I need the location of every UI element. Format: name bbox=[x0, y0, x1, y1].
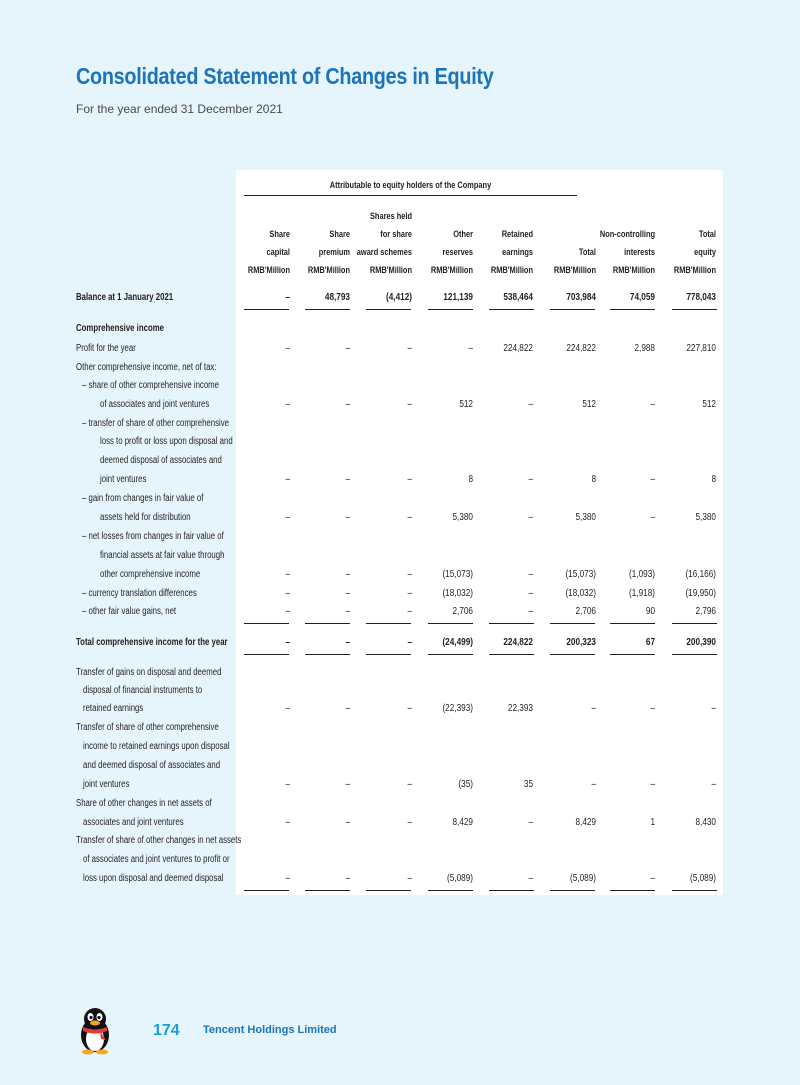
cell-value: – bbox=[528, 606, 533, 617]
row-label: Comprehensive income bbox=[76, 323, 164, 334]
cell-value: – bbox=[407, 779, 412, 790]
cell-value: – bbox=[345, 779, 350, 790]
total-rule bbox=[244, 623, 289, 624]
cell-value: – bbox=[345, 474, 350, 485]
column-header-line: equity bbox=[694, 247, 716, 258]
total-rule bbox=[305, 309, 350, 310]
column-header-line: Shares held bbox=[369, 211, 412, 222]
cell-value: (16,166) bbox=[685, 569, 716, 580]
cell-value: – bbox=[528, 817, 533, 828]
cell-value: 35 bbox=[523, 779, 533, 790]
cell-value: 512 bbox=[582, 399, 596, 410]
cell-value: 8 bbox=[468, 474, 473, 485]
row-label: retained earnings bbox=[83, 703, 144, 714]
cell-value: – bbox=[345, 817, 350, 828]
column-header-line: RMB'Million bbox=[673, 265, 716, 276]
row-label: – gain from changes in fair value of bbox=[82, 493, 204, 504]
cell-value: – bbox=[528, 588, 533, 599]
cell-value: – bbox=[285, 343, 290, 354]
total-rule bbox=[610, 890, 655, 891]
row-label: of associates and joint ventures bbox=[100, 399, 210, 410]
cell-value: 5,380 bbox=[695, 512, 716, 523]
row-label: Total comprehensive income for the year bbox=[76, 637, 228, 648]
cell-value: – bbox=[285, 474, 290, 485]
cell-value: – bbox=[345, 873, 350, 884]
cell-value: – bbox=[407, 588, 412, 599]
column-header-line: Share bbox=[329, 229, 350, 240]
cell-value: 48,793 bbox=[324, 292, 350, 303]
total-rule bbox=[244, 309, 289, 310]
cell-value: 22,393 bbox=[507, 703, 533, 714]
row-label: joint ventures bbox=[83, 779, 130, 790]
cell-value: – bbox=[528, 512, 533, 523]
column-header-line: RMB'Million bbox=[369, 265, 412, 276]
column-header-line: Other bbox=[453, 229, 473, 240]
cell-value: 8 bbox=[591, 474, 596, 485]
row-label: deemed disposal of associates and bbox=[100, 455, 222, 466]
total-rule bbox=[672, 890, 717, 891]
cell-value: (15,073) bbox=[442, 569, 473, 580]
cell-value: – bbox=[345, 343, 350, 354]
total-rule bbox=[610, 623, 655, 624]
row-label: – share of other comprehensive income bbox=[82, 380, 220, 391]
cell-value: (15,073) bbox=[565, 569, 596, 580]
column-header-line: Retained bbox=[501, 229, 533, 240]
cell-value: – bbox=[528, 474, 533, 485]
cell-value: – bbox=[285, 817, 290, 828]
cell-value: 5,380 bbox=[452, 512, 473, 523]
cell-value: – bbox=[650, 703, 655, 714]
cell-value: (19,950) bbox=[685, 588, 716, 599]
cell-value: – bbox=[407, 606, 412, 617]
row-label: – net losses from changes in fair value of bbox=[82, 531, 224, 542]
cell-value: – bbox=[285, 779, 290, 790]
cell-value: – bbox=[711, 779, 716, 790]
row-label: Balance at 1 January 2021 bbox=[76, 292, 174, 303]
cell-value: – bbox=[528, 569, 533, 580]
group-header: Attributable to equity holders of the Company bbox=[329, 180, 492, 191]
cell-value: – bbox=[407, 637, 412, 648]
total-rule bbox=[305, 623, 350, 624]
footer-company: Tencent Holdings Limited bbox=[203, 1024, 337, 1036]
row-label: Other comprehensive income, net of tax: bbox=[76, 362, 217, 373]
cell-value: – bbox=[407, 399, 412, 410]
column-header-line: RMB'Million bbox=[247, 265, 290, 276]
cell-value: – bbox=[345, 606, 350, 617]
row-label: joint ventures bbox=[100, 474, 147, 485]
column-header-line: capital bbox=[266, 247, 290, 258]
total-rule bbox=[610, 654, 655, 655]
cell-value: (22,393) bbox=[442, 703, 473, 714]
total-rule bbox=[550, 890, 595, 891]
cell-value: 8,429 bbox=[452, 817, 473, 828]
cell-value: 227,810 bbox=[686, 343, 716, 354]
total-rule bbox=[366, 309, 411, 310]
cell-value: – bbox=[345, 703, 350, 714]
row-label: financial assets at fair value through bbox=[100, 550, 225, 561]
row-label: – transfer of share of other comprehensive bbox=[82, 418, 229, 429]
cell-value: 512 bbox=[459, 399, 473, 410]
cell-value: 2,796 bbox=[695, 606, 716, 617]
column-header-line: RMB'Million bbox=[612, 265, 655, 276]
cell-value: – bbox=[345, 588, 350, 599]
cell-value: – bbox=[650, 873, 655, 884]
cell-value: 778,043 bbox=[686, 292, 716, 303]
column-header-line: RMB'Million bbox=[430, 265, 473, 276]
cell-value: – bbox=[285, 588, 290, 599]
cell-value: (1,918) bbox=[629, 588, 655, 599]
cell-value: – bbox=[407, 873, 412, 884]
cell-value: – bbox=[285, 399, 290, 410]
cell-value: – bbox=[650, 512, 655, 523]
total-rule bbox=[428, 890, 473, 891]
row-label: Transfer of gains on disposal and deemed bbox=[76, 667, 222, 678]
row-label: loss to profit or loss upon disposal and bbox=[100, 436, 233, 447]
cell-value: – bbox=[468, 343, 473, 354]
cell-value: 2,706 bbox=[452, 606, 473, 617]
row-label: assets held for distribution bbox=[100, 512, 191, 523]
cell-value: – bbox=[407, 343, 412, 354]
total-rule bbox=[489, 890, 534, 891]
column-header-line: Total bbox=[698, 229, 716, 240]
cell-value: 703,984 bbox=[566, 292, 596, 303]
total-rule bbox=[610, 309, 655, 310]
total-rule bbox=[366, 654, 411, 655]
total-rule bbox=[366, 890, 411, 891]
total-rule bbox=[489, 623, 534, 624]
cell-value: – bbox=[285, 569, 290, 580]
cell-value: – bbox=[345, 637, 350, 648]
cell-value: 200,323 bbox=[566, 637, 596, 648]
cell-value: – bbox=[650, 474, 655, 485]
cell-value: – bbox=[285, 873, 290, 884]
column-header-line: RMB'Million bbox=[553, 265, 596, 276]
page-subtitle: For the year ended 31 December 2021 bbox=[76, 102, 283, 116]
row-label: other comprehensive income bbox=[100, 569, 201, 580]
cell-value: – bbox=[650, 779, 655, 790]
row-label: Transfer of share of other comprehensive bbox=[76, 722, 219, 733]
total-rule bbox=[244, 890, 289, 891]
total-rule bbox=[550, 654, 595, 655]
cell-value: – bbox=[528, 873, 533, 884]
cell-value: (18,032) bbox=[565, 588, 596, 599]
cell-value: (1,093) bbox=[629, 569, 655, 580]
cell-value: – bbox=[591, 703, 596, 714]
cell-value: – bbox=[407, 512, 412, 523]
total-rule bbox=[428, 654, 473, 655]
cell-value: – bbox=[345, 512, 350, 523]
total-rule bbox=[428, 309, 473, 310]
cell-value: 67 bbox=[645, 637, 655, 648]
cell-value: – bbox=[407, 569, 412, 580]
total-rule bbox=[305, 890, 350, 891]
cell-value: – bbox=[345, 399, 350, 410]
cell-value: 200,390 bbox=[686, 637, 716, 648]
total-rule bbox=[489, 654, 534, 655]
cell-value: 2,988 bbox=[634, 343, 655, 354]
total-rule bbox=[366, 623, 411, 624]
column-header-line: earnings bbox=[502, 247, 533, 258]
cell-value: (35) bbox=[458, 779, 473, 790]
row-label: of associates and joint ventures to profit or bbox=[83, 854, 230, 865]
row-label: loss upon disposal and deemed disposal bbox=[83, 873, 224, 884]
cell-value: – bbox=[345, 569, 350, 580]
total-rule bbox=[244, 654, 289, 655]
qq-penguin-icon bbox=[76, 1005, 114, 1055]
cell-value: (18,032) bbox=[442, 588, 473, 599]
cell-value: 224,822 bbox=[566, 343, 596, 354]
cell-value: 224,822 bbox=[503, 343, 533, 354]
cell-value: – bbox=[285, 637, 290, 648]
cell-value: – bbox=[650, 399, 655, 410]
group-header-rule bbox=[244, 195, 577, 196]
cell-value: – bbox=[591, 779, 596, 790]
cell-value: 8 bbox=[711, 474, 716, 485]
cell-value: (5,089) bbox=[570, 873, 596, 884]
column-header-line: RMB'Million bbox=[490, 265, 533, 276]
total-rule bbox=[550, 623, 595, 624]
cell-value: 74,059 bbox=[629, 292, 655, 303]
column-header-line: Total bbox=[578, 247, 596, 258]
cell-value: – bbox=[285, 512, 290, 523]
cell-value: – bbox=[285, 292, 290, 303]
column-header-line: RMB'Million bbox=[307, 265, 350, 276]
column-header-line: award schemes bbox=[356, 247, 412, 258]
cell-value: 90 bbox=[645, 606, 655, 617]
cell-value: – bbox=[285, 703, 290, 714]
cell-value: 8,429 bbox=[575, 817, 596, 828]
cell-value: (5,089) bbox=[447, 873, 473, 884]
cell-value: – bbox=[711, 703, 716, 714]
column-header-line: Non-controlling bbox=[599, 229, 655, 240]
cell-value: 1 bbox=[650, 817, 655, 828]
column-header-line: Share bbox=[269, 229, 290, 240]
cell-value: – bbox=[528, 399, 533, 410]
row-label: income to retained earnings upon disposal bbox=[83, 741, 230, 752]
row-label: associates and joint ventures bbox=[83, 817, 184, 828]
total-rule bbox=[672, 309, 717, 310]
row-label: and deemed disposal of associates and bbox=[83, 760, 221, 771]
column-header-line: premium bbox=[318, 247, 350, 258]
cell-value: (5,089) bbox=[690, 873, 716, 884]
total-rule bbox=[672, 623, 717, 624]
cell-value: – bbox=[407, 703, 412, 714]
cell-value: – bbox=[407, 817, 412, 828]
cell-value: 5,380 bbox=[575, 512, 596, 523]
column-header-line: for share bbox=[380, 229, 412, 240]
total-rule bbox=[428, 623, 473, 624]
total-rule bbox=[550, 309, 595, 310]
row-label: Share of other changes in net assets of bbox=[76, 798, 212, 809]
cell-value: 224,822 bbox=[503, 637, 533, 648]
row-label: Transfer of share of other changes in net assets bbox=[76, 835, 242, 846]
cell-value: (4,412) bbox=[386, 292, 412, 303]
page-number: 174 bbox=[153, 1022, 180, 1039]
cell-value: – bbox=[407, 474, 412, 485]
row-label: – other fair value gains, net bbox=[82, 606, 177, 617]
cell-value: 2,706 bbox=[575, 606, 596, 617]
total-rule bbox=[489, 309, 534, 310]
row-label: Profit for the year bbox=[76, 343, 136, 354]
total-rule bbox=[672, 654, 717, 655]
cell-value: 8,430 bbox=[695, 817, 716, 828]
row-label: – currency translation differences bbox=[82, 588, 197, 599]
cell-value: 538,464 bbox=[503, 292, 533, 303]
page-title: Consolidated Statement of Changes in Equity bbox=[76, 63, 494, 89]
cell-value: 121,139 bbox=[443, 292, 473, 303]
cell-value: 512 bbox=[702, 399, 716, 410]
total-rule bbox=[305, 654, 350, 655]
cell-value: (24,499) bbox=[442, 637, 473, 648]
column-header-line: reserves bbox=[442, 247, 473, 258]
cell-value: – bbox=[285, 606, 290, 617]
row-label: disposal of financial instruments to bbox=[83, 685, 203, 696]
column-header-line: interests bbox=[624, 247, 655, 258]
